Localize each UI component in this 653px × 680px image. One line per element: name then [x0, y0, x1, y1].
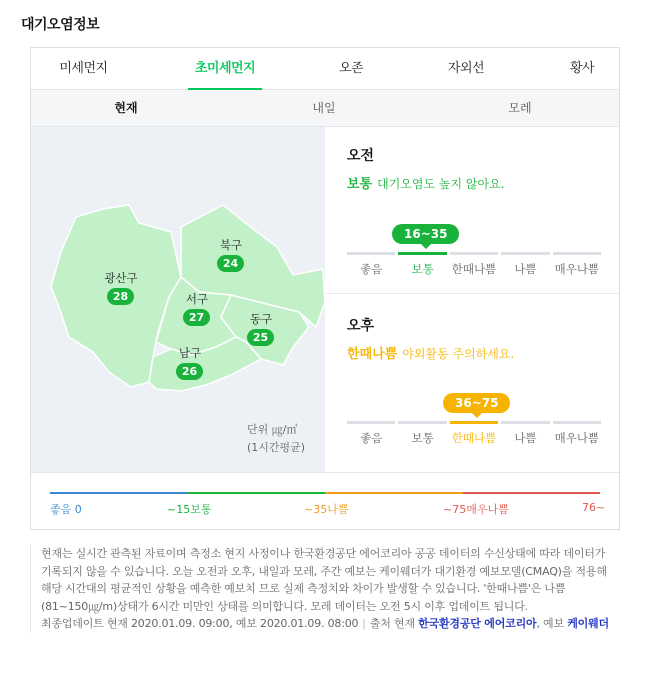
- district-value-seo[interactable]: 27: [183, 309, 210, 326]
- period-pm-title: 오후: [347, 318, 375, 334]
- pm-status: [347, 343, 601, 362]
- am-scale-good: 좋음: [347, 252, 395, 282]
- pm-scale-very-bad: 매우나쁨: [553, 421, 601, 451]
- tab-yellow-dust[interactable]: 황사: [569, 61, 595, 76]
- pm-scale-good: 좋음: [347, 421, 395, 451]
- district-map: [31, 127, 325, 472]
- air-quality-card: [30, 47, 620, 530]
- tab-day-after[interactable]: 모레: [508, 101, 532, 115]
- divider: |: [362, 617, 366, 630]
- pm-scale-bad: 나쁨: [501, 421, 549, 451]
- am-grade-scale: [347, 252, 601, 282]
- day-tabs: [31, 90, 619, 127]
- kweather-link[interactable]: 케이웨더: [567, 617, 609, 630]
- pm-scale-normal: 보통: [398, 421, 446, 451]
- pollutant-tabs: [31, 48, 619, 90]
- district-value-buk[interactable]: 24: [217, 255, 244, 272]
- update-time: 최종업데이트 현재 2020.01.09. 09:00, 예보 2020.01.09. 08:00: [41, 617, 359, 630]
- pm-scale-briefly-bad: 한때나쁨: [450, 421, 498, 451]
- source-label: 출처 현재: [369, 617, 415, 630]
- legend-bar-very-bad: [463, 492, 601, 494]
- unit-label: [247, 421, 305, 457]
- grade-legend: [31, 472, 619, 530]
- district-name-gwangsan: 광산구: [104, 271, 138, 285]
- tab-tomorrow[interactable]: 내일: [312, 101, 336, 115]
- legend-label-very-bad: ~75매우나쁨: [443, 503, 509, 516]
- legend-label-normal: ~15보통: [167, 503, 212, 516]
- am-pm-divider: [325, 293, 619, 294]
- am-message: 대기오염도 높지 않아요.: [377, 177, 505, 191]
- legend-label-good: 좋음 0: [50, 503, 82, 516]
- section-title: 대기오염정보: [21, 17, 100, 33]
- tab-fine-dust[interactable]: 미세먼지: [59, 61, 108, 76]
- unit-average-text: (1시간평균): [247, 441, 306, 454]
- forecast-am: [347, 145, 601, 276]
- legend-bar-normal: [188, 492, 326, 494]
- district-value-nam[interactable]: 26: [176, 363, 203, 380]
- district-name-buk: 북구: [219, 238, 243, 252]
- forecast-pm: [347, 315, 601, 445]
- disclaimer-text: 현재는 실시간 관측된 자료이며 측정소 현지 사정이나 한국환경공단 에어코리아 공공 데이터의 수신상태에 따라 데이터가 기록되지 않을 수 있습니다. 오늘 오전과 오후, 내일과 모레, 주간 예보는 케이웨더가 대기환경 예보모델(CMAQ)을 적용해 해당 시간대의 평균적인 상황을 예측한 예보치 므로 실제 측정치와 차이가 발생할 수 있습니다. '한때나쁨'은 나쁨(81~150㎍/m)상태가 6시간 미만인 상태를 의미합니다. 모레 데이터는 오전 5시 이후 업데이트 됩니다.: [41, 547, 607, 613]
- am-grade: 보통: [347, 177, 373, 192]
- pm-range-badge: 36~75: [443, 393, 510, 413]
- legend-bar-bad: [325, 492, 463, 494]
- legend-bar-good: [50, 492, 188, 494]
- period-am-title: 오전: [347, 148, 375, 164]
- district-name-seo: 서구: [185, 292, 209, 306]
- forecast-panel: [325, 127, 619, 472]
- district-name-nam: 남구: [178, 346, 202, 360]
- district-value-dong[interactable]: 25: [247, 329, 274, 346]
- source-line: [41, 615, 610, 633]
- legend-label-bad: ~35나쁨: [304, 503, 349, 516]
- am-scale-bad: 나쁨: [501, 252, 549, 282]
- disclaimer-notes: [30, 545, 610, 633]
- pm-grade-scale: [347, 421, 601, 451]
- am-status: [347, 173, 601, 192]
- tab-ultrafine-dust[interactable]: 초미세먼지: [188, 48, 262, 89]
- district-value-gwangsan[interactable]: 28: [107, 288, 134, 305]
- legend-color-bar: [50, 492, 600, 494]
- am-scale-briefly-bad: 한때나쁨: [450, 252, 498, 282]
- am-scale-very-bad: 매우나쁨: [553, 252, 601, 282]
- pm-message: 야외활동 주의하세요.: [402, 347, 515, 361]
- airkorea-link[interactable]: 한국환경공단 에어코리아: [418, 617, 537, 630]
- tab-ozone[interactable]: 오존: [338, 61, 364, 76]
- legend-label-max: 76~: [582, 501, 606, 514]
- source-separator: , 예보: [536, 617, 564, 630]
- district-name-dong: 동구: [249, 312, 273, 326]
- pm-grade: 한때나쁨: [347, 347, 398, 362]
- am-range-badge: 16~35: [392, 224, 459, 244]
- unit-text: 단위 ㎍/㎥: [247, 423, 298, 436]
- tab-uv[interactable]: 자외선: [447, 61, 485, 76]
- tab-now[interactable]: 현재: [114, 101, 138, 115]
- am-scale-normal: 보통: [398, 252, 446, 282]
